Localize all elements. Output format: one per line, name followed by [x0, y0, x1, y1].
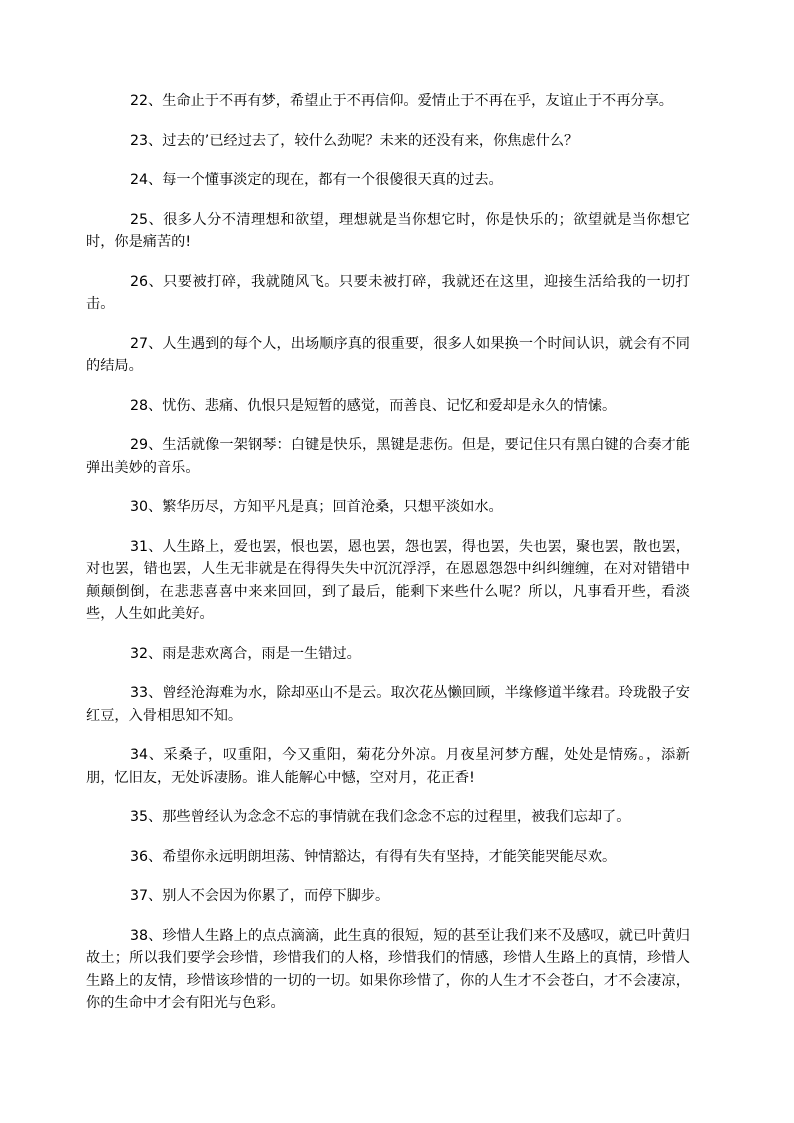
paragraph-32: 32、雨是悲欢离合，雨是一生错过。 — [130, 645, 361, 662]
paragraph-29: 29、生活就像一架钢琴：白键是快乐，黑键是悲伤。但是，要记住只有黑白键的合奏才能弹出美妙的音乐。 — [86, 437, 690, 476]
paragraph-27: 27、人生遇到的每个人，出场顺序真的很重要，很多人如果换一个时间认识，就会有不同的结局。 — [86, 335, 690, 374]
paragraph-25: 25、很多人分不清理想和欲望，理想就是当你想它时，你是快乐的；欲望就是当你想它时，你是痛苦的! — [86, 211, 690, 250]
paragraph-38: 38、珍惜人生路上的点点滴滴，此生真的很短，短的甚至让我们来不及感叹，就已叶黄归故土；所以我们要学会珍惜，珍惜我们的人格，珍惜我们的情感，珍惜人生路上的真情，珍惜人生路上的友情，珍惜该珍惜的一切的一切。如果你珍惜了，你的人生才不会苍白，才不会凄凉，你的生命中才会有阳光与色彩。 — [86, 927, 690, 1011]
paragraph-23: 23、过去的’已经过去了，较什么劲呢？未来的还没有来，你焦虑什么？ — [130, 132, 579, 149]
paragraph-37: 37、别人不会因为你累了，而停下脚步。 — [130, 888, 390, 904]
paragraph-28: 28、忧伤、悲痛、仇恨只是短暂的感觉，而善良、记忆和爱却是永久的情愫。 — [130, 397, 617, 414]
paragraph-26: 26、只要被打碎，我就随风飞。只要未被打碎，我就还在这里，迎接生活给我的一切打击。 — [86, 273, 690, 312]
paragraph-31: 31、人生路上，爱也罢，恨也罢，恩也罢，怨也罢，得也罢，失也罢，聚也罢，散也罢，对也罢，错也罢，人生无非就是在得得失失中沉沉浮浮，在恩恩怨怨中纠纠缠缠，在对对错错中颠颠倒倒，在悲悲喜喜中来来回回，到了最后，能剩下来些什么呢？所以，凡事看开些，看淡些，人生如此美好。 — [86, 538, 690, 622]
document-body — [86, 90, 690, 1032]
paragraph-34: 34、采桑子，叹重阳，今又重阳，菊花分外凉。月夜星河梦方醒，处处是情殇。，添新朋，忆旧友，无处诉凄肠。谁人能解心中憾，空对月，花正香! — [86, 747, 690, 786]
paragraph-35: 35、那些曾经认为念念不忘的事情就在我们念念不忘的过程里，被我们忘却了。 — [130, 809, 631, 825]
paragraph-36: 36、希望你永远明朗坦荡、钟情豁达，有得有失有坚持，才能笑能哭能尽欢。 — [130, 848, 617, 865]
paragraph-22: 22、生命止于不再有梦，希望止于不再信仰。爱情止于不再在乎，友谊止于不再分享。 — [130, 93, 673, 109]
paragraph-30: 30、繁华历尽，方知平凡是真；回首沧桑，只想平淡如水。 — [130, 499, 503, 515]
paragraph-33: 33、曾经沧海难为水，除却巫山不是云。取次花丛懒回顾，半缘修道半缘君。玲珑骰子安红豆，入骨相思知不知。 — [86, 685, 690, 724]
paragraph-24: 24、每一个懂事淡定的现在，都有一个很傻很天真的过去。 — [130, 172, 503, 188]
